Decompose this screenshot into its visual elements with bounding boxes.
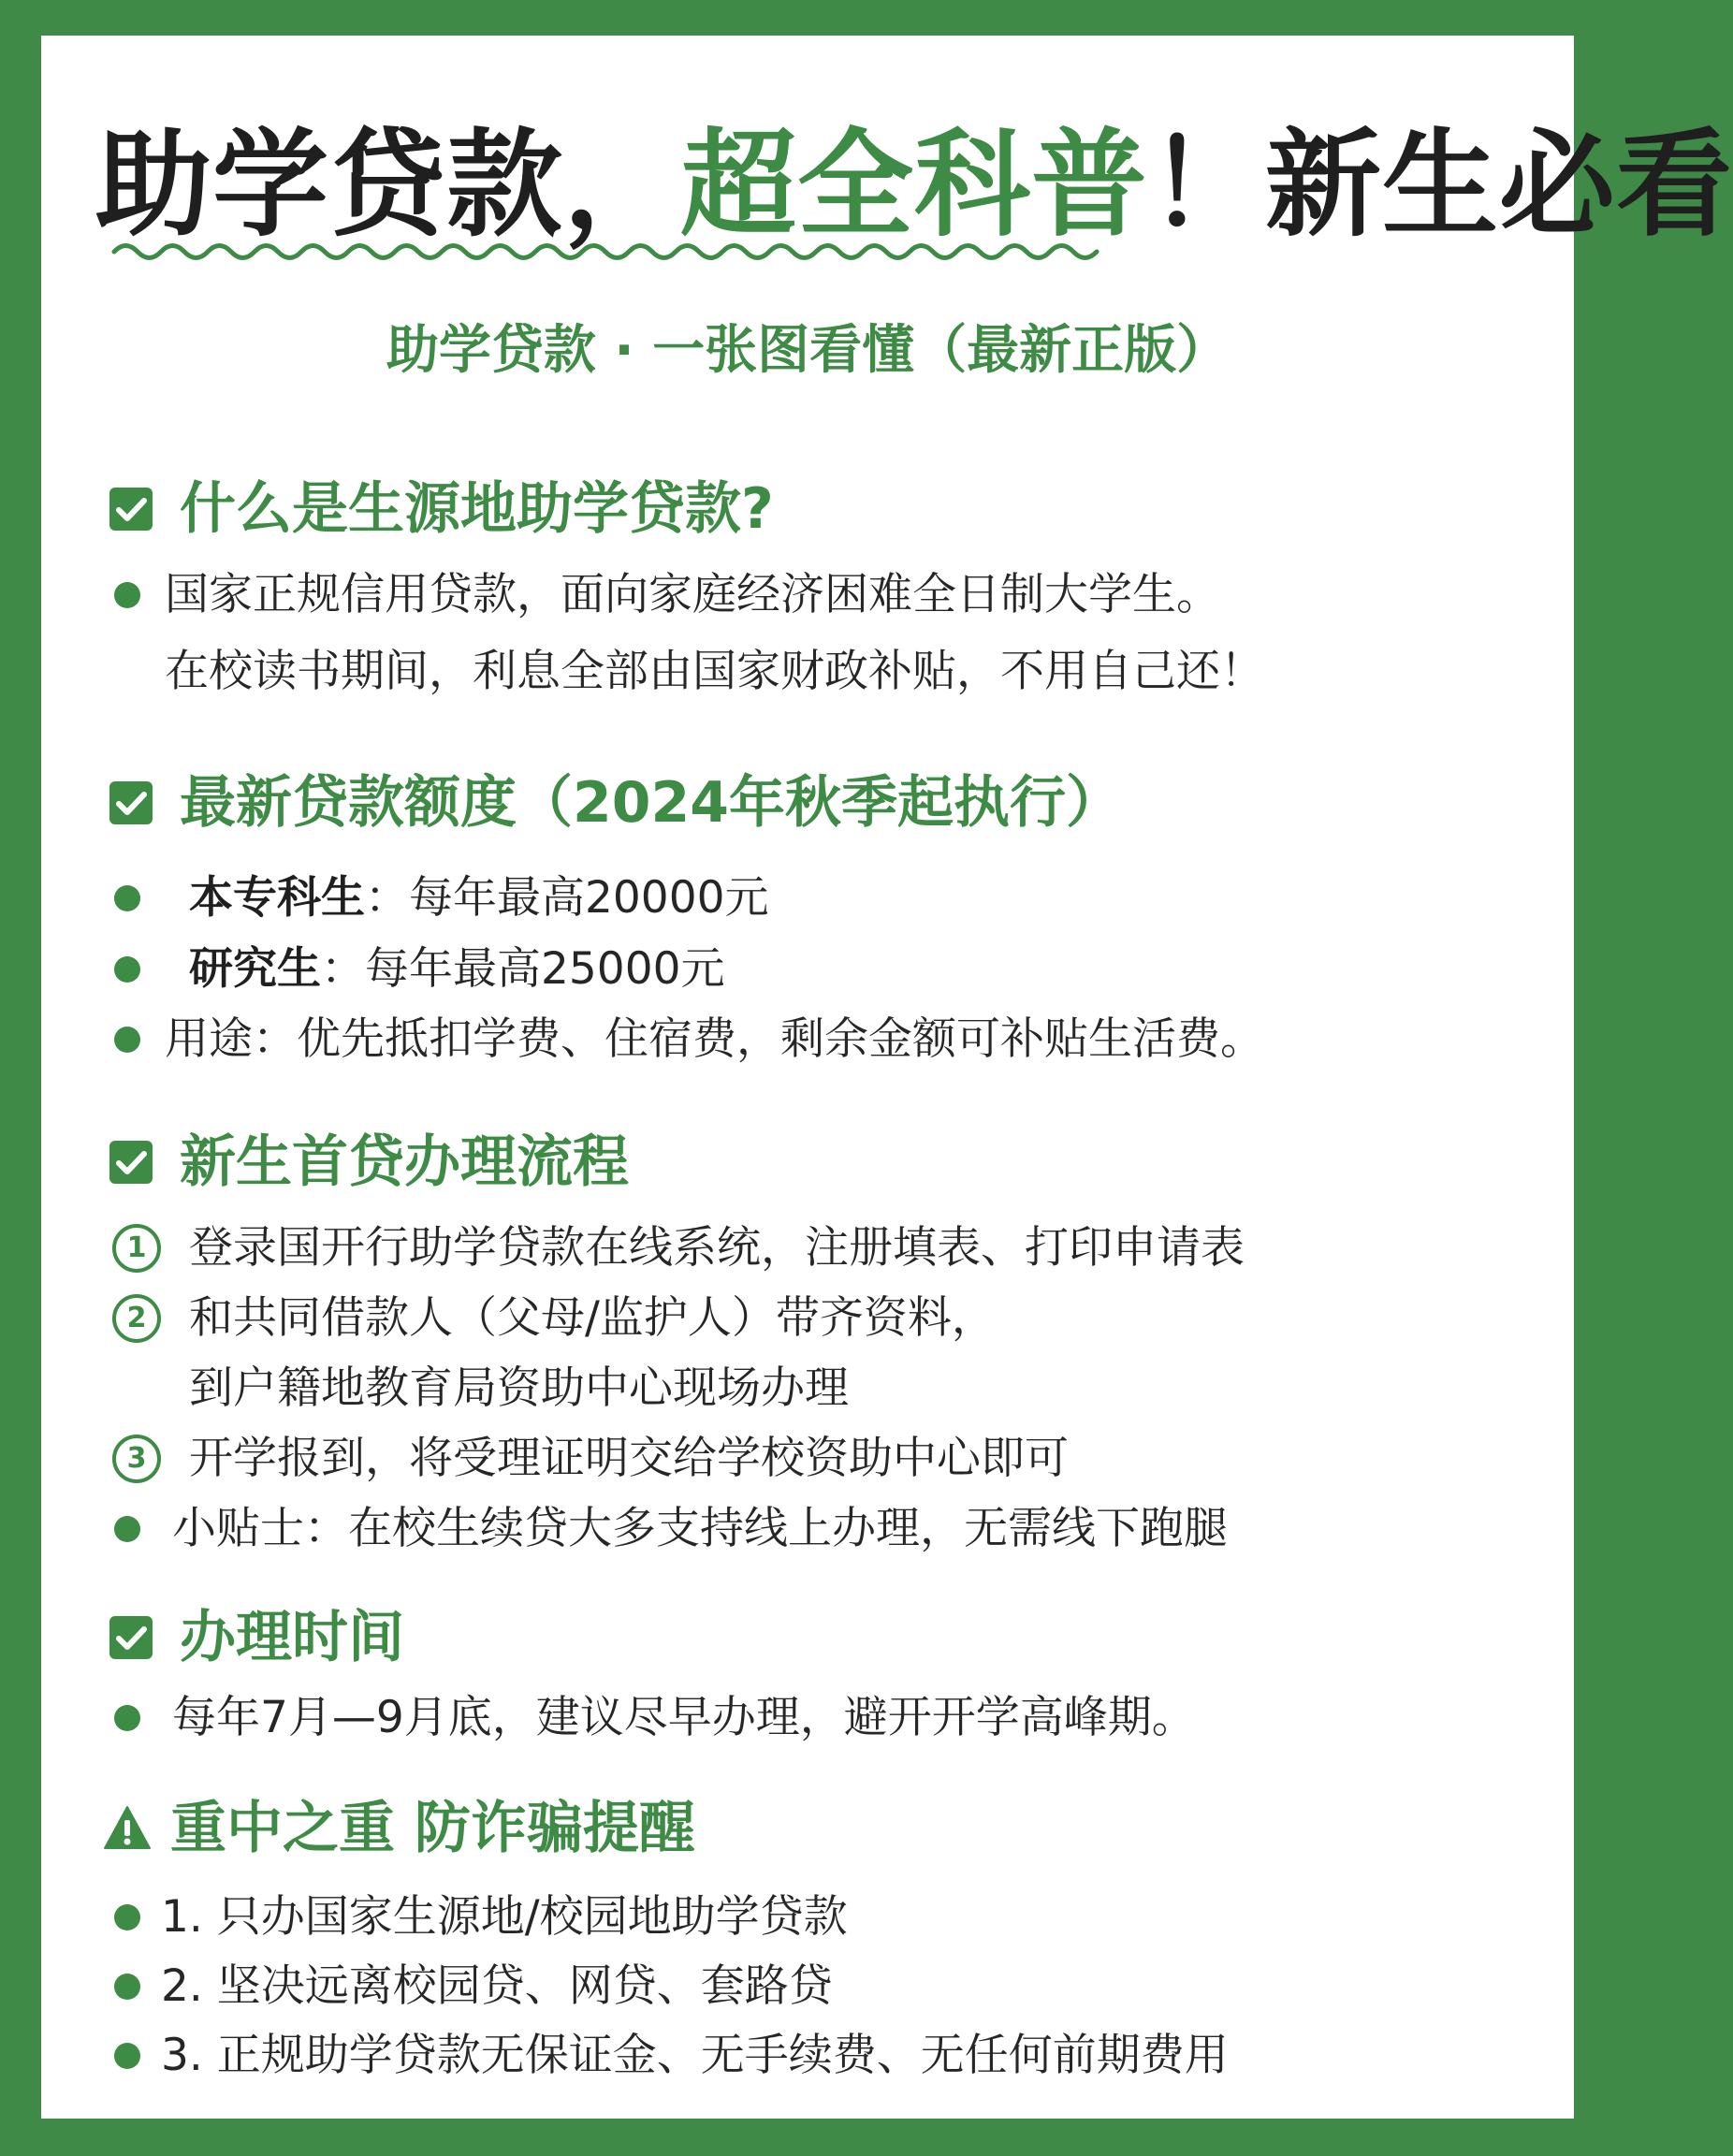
- checkbox-icon: [107, 485, 155, 533]
- list-item-continuation: 在校读书期间，利息全部由国家财政补贴，不用自己还！: [165, 646, 1264, 697]
- step-3: 3 开学报到，将受理证明交给学校资助中心即可: [112, 1433, 1069, 1485]
- section-heading-time: 办理时间: [107, 1604, 404, 1671]
- bullet-dot: [114, 1904, 140, 1930]
- step-1: 1 登录国开行助学贷款在线系统，注册填表、打印申请表: [112, 1222, 1245, 1275]
- page-title: 助学贷款，超全科普！新生必看: [95, 118, 1733, 253]
- list-item: 1. 只办国家生源地/校园地助学贷款: [114, 1891, 848, 1944]
- list-item-usage: 用途：优先抵扣学费、住宿费，剩余金额可补贴生活费。: [114, 1013, 1264, 1066]
- bullet-dot: [114, 1705, 140, 1731]
- tip-item: 小贴士：在校生续贷大多支持线上办理，无需线下跑腿: [114, 1503, 1228, 1555]
- checkbox-icon: [107, 1138, 155, 1187]
- subtitle: 助学贷款 · 一张图看懂（最新正版）: [386, 320, 1230, 381]
- bullet-dot: [114, 956, 140, 983]
- step-number: 2: [112, 1294, 161, 1343]
- bullet-dot: [114, 1974, 140, 2000]
- bullet-dot: [114, 1516, 140, 1542]
- bullet-dot: [114, 582, 140, 608]
- checkbox-icon: [107, 779, 155, 827]
- wavy-underline: [114, 238, 1106, 266]
- step-number: 1: [112, 1224, 161, 1273]
- poster-card: [41, 36, 1733, 2119]
- section-heading-process: 新生首贷办理流程: [107, 1129, 629, 1196]
- bullet-dot: [114, 2043, 140, 2069]
- checkbox-icon: [107, 1613, 155, 1662]
- warning-icon: [103, 1804, 152, 1853]
- list-item: 3. 正规助学贷款无保证金、无手续费、无任何前期费用: [114, 2030, 1229, 2082]
- list-item: 2. 坚决远离校园贷、网贷、套路贷: [114, 1960, 833, 2013]
- section-heading-what-is: 什么是生源地助学贷款?: [107, 475, 774, 543]
- list-item-undergrad: 本专科生 ：每年最高20000元: [114, 872, 769, 925]
- section-heading-loan-amount: 最新贷款额度（2024年秋季起执行）: [107, 769, 1122, 837]
- bullet-dot: [114, 885, 140, 911]
- bullet-dot: [114, 1027, 140, 1053]
- step-2-continuation: 到户籍地教育局资助中心现场办理: [189, 1362, 849, 1414]
- list-item: 每年7月—9月底，建议尽早办理，避开开学高峰期。: [114, 1692, 1196, 1744]
- section-heading-fraud: 重中之重 防诈骗提醒: [103, 1795, 695, 1862]
- list-item: 国家正规信用贷款，面向家庭经济困难全日制大学生。: [114, 569, 1220, 621]
- step-number: 3: [112, 1435, 161, 1483]
- list-item-graduate: 研究生 ：每年最高25000元: [114, 943, 725, 996]
- step-2: 2 和共同借款人（父母/监护人）带齐资料，: [112, 1292, 996, 1345]
